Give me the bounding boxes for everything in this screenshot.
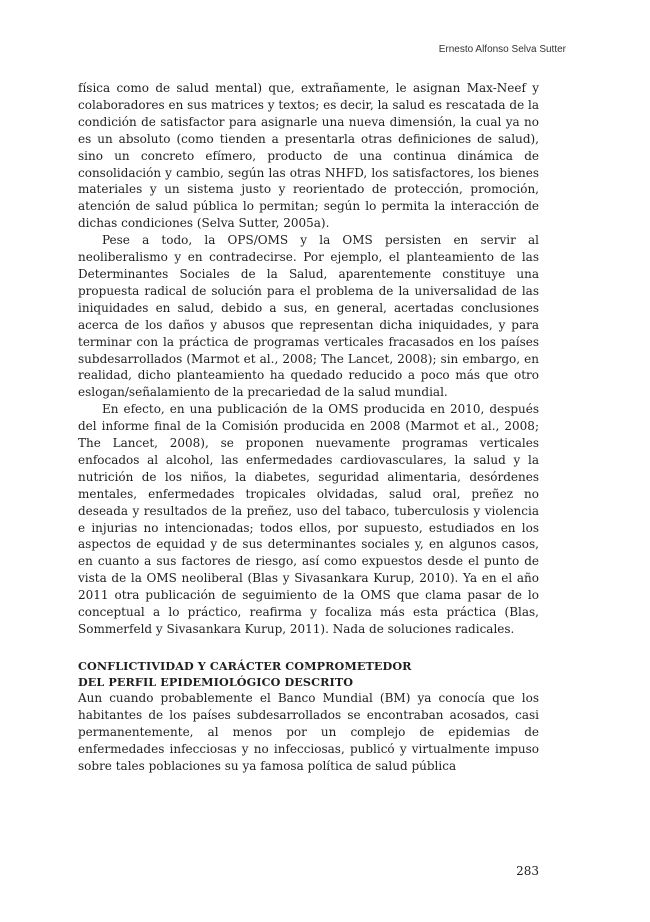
paragraph-3: En efecto, en una publicación de la OMS producida en 2010, después del informe final de la Comisión producida en 2008 (Marmot et al., 2008; The Lancet, 2008), se proponen nuevamente programas verticales enfocados al alcohol, las enfermedades cardiovasculares, la salud y la nutrición de los niños, la diabetes, seguridad alimentaria, desórdenes mentales, enfermedades tropicales olvidadas, salud oral, preñez no deseada y resultados de la preñez, uso del tabaco, tuberculosis y violencia e injurias no intencionadas; todos ellos, por supuesto, estudiados en los aspectos de equidad y de sus determinantes sociales y, en algunos casos, en cuanto a sus factores de riesgo, así como expuestos desde el punto de vista de la OMS neoliberal (Blas y Sivasankara Kurup, 2010). Ya en el año 2011 otra publicación de seguimiento de la OMS que clama pasar de lo conceptual a lo práctico, reafirma y focaliza más esta práctica (Blas, Sommerfeld y Sivasankara Kurup, 2011). Nada de soluciones radicales.	[78, 402, 539, 636]
section-heading-line-1: CONFLICTIVIDAD Y CARÁCTER COMPROMETEDOR	[78, 658, 412, 673]
page-number: 283	[516, 864, 539, 878]
running-head: Ernesto Alfonso Selva Sutter	[438, 44, 566, 55]
body-text	[78, 80, 539, 774]
section-heading	[78, 658, 539, 690]
paragraph-2: Pese a todo, la OPS/OMS y la OMS persisten en servir al neoliberalismo y en contradecirse. Por ejemplo, el planteamiento de las Determinantes Sociales de la Salud, aparentemente constituye una propuesta radical de solución para el problema de la universalidad de las iniquidades en salud, debido a sus, en general, acertadas conclusiones acerca de los daños y abusos que representan dicha iniquidades, y para terminar con la práctica de programas verticales fracasados en los países subdesarrollados (Marmot et al., 2008; The Lancet, 2008); sin embargo, en realidad, dicho planteamiento ha quedado reducido a poco más que otro eslogan/señalamiento de la precariedad de la salud mundial.	[78, 233, 539, 400]
paragraph-4: Aun cuando probablemente el Banco Mundial (BM) ya conocía que los habitantes de los países subdesarrollados se encontraban acosados, casi permanentemente, al menos por un complejo de epidemias de enfermedades infecciosas y no infecciosas, publicó y virtualmente impuso sobre tales poblaciones su ya famosa política de salud pública	[78, 690, 539, 773]
section-heading-line-2: DEL PERFIL EPIDEMIOLÓGICO DESCRITO	[78, 674, 354, 689]
paragraph-1: física como de salud mental) que, extrañamente, le asignan Max-Neef y colaboradores en sus matrices y textos; es decir, la salud es rescatada de la condición de satisfactor para asignarle una nueva dimensión, la cual ya no es un absoluto (como tienden a presentarla otras definiciones de salud), sino un concreto efímero, producto de una continua dinámica de consolidación y cambio, según las otras NHFD, los satisfactores, los bienes materiales y un sistema justo y reorientado de protección, promoción, atención de salud pública lo permitan; según lo permita la interacción de dichas condiciones (Selva Sutter, 2005a).	[78, 81, 539, 231]
